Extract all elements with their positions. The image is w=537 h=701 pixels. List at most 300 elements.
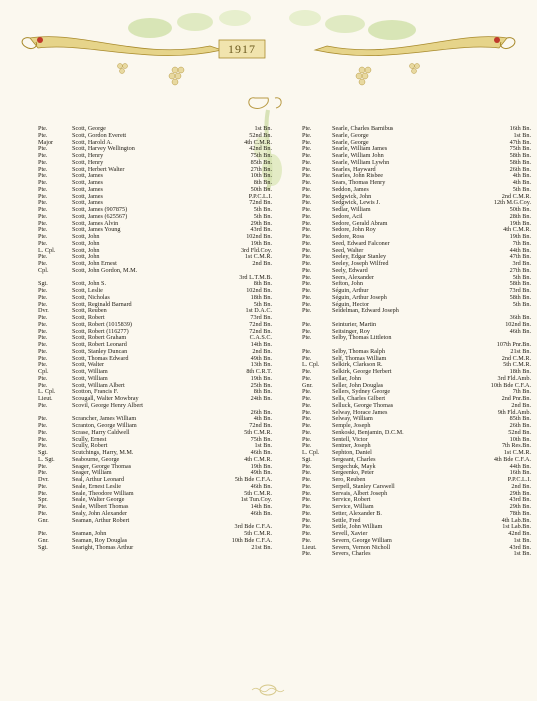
entry-name: Seaman, Arthur Robert	[72, 516, 130, 524]
entry-rank: Pte.	[302, 327, 312, 335]
entry-name: Scott, Robert	[72, 314, 105, 321]
entry-rank: Pte.	[38, 293, 48, 301]
entry-rank: Pte.	[38, 401, 48, 409]
entry-name: Sedore, Gerald Abram	[332, 219, 388, 227]
entry-unit: 1st Lab.Bn.	[502, 523, 531, 531]
entry-name: Scott, Reuben	[72, 307, 107, 315]
entry-name: Seal, Arthur Leonard	[72, 476, 125, 483]
entry-unit: 26th Bn.	[509, 422, 531, 429]
entry-unit: 49th Bn.	[250, 469, 272, 477]
entry-name: Selby, Thomas Ralph	[332, 347, 385, 355]
entry-rank: Pte.	[38, 503, 48, 510]
roll-entry	[38, 545, 276, 552]
entry-rank: Pte.	[38, 226, 48, 234]
entry-name: Sefton, John	[332, 280, 363, 288]
entry-rank: Pte.	[302, 199, 312, 207]
left-column	[38, 126, 276, 551]
entry-name: Scott, James	[72, 172, 103, 180]
entry-name: Scott, James	[72, 192, 103, 200]
entry-rank: Pte.	[302, 496, 312, 504]
entry-name: Scott, James (907875)	[72, 206, 128, 213]
entry-rank: Pte.	[302, 239, 312, 247]
entry-unit: 29th Bn.	[509, 489, 531, 497]
entry-unit: 8th Bn.	[253, 179, 272, 186]
entry-unit: 1st C.M.R.	[244, 253, 272, 261]
entry-unit: 14th Bn.	[250, 341, 272, 348]
entry-unit: 44th Bn.	[509, 462, 531, 470]
entry-unit: 102nd Bn.	[246, 287, 272, 294]
entry-unit: 49th Bn.	[250, 354, 272, 362]
entry-rank: L. Sgt.	[38, 455, 55, 463]
entry-rank: Pte.	[38, 158, 48, 166]
entry-unit: 16th Bn.	[509, 469, 531, 477]
entry-unit: 4th Bn.	[512, 179, 531, 186]
entry-rank: Pte.	[302, 523, 312, 531]
entry-name: Seaman, John	[72, 530, 107, 537]
entry-rank: Pte.	[38, 212, 48, 220]
entry-unit: 43rd Bn.	[250, 226, 272, 234]
entry-name: Severs, Charles	[332, 550, 371, 558]
entry-rank: Dvr.	[38, 476, 49, 483]
entry-unit: 13th Bn.	[250, 361, 272, 369]
entry-rank: Pte.	[302, 476, 312, 483]
entry-unit: 52nd Bn.	[249, 131, 272, 139]
entry-name: Scott, John S.	[72, 280, 107, 288]
entry-name: Seers, Alexander	[332, 273, 374, 281]
entry-rank: L. Cpl.	[302, 449, 320, 456]
entry-unit: 4th Bde C.F.A.	[493, 455, 531, 463]
entry-unit: 3rd Bn.	[512, 260, 531, 267]
entry-rank: Pte.	[38, 482, 48, 490]
entry-unit: 58th Bn.	[509, 293, 531, 301]
entry-unit: 19th Bn.	[250, 374, 272, 382]
entry-rank: Pte.	[302, 300, 312, 308]
entry-name: Scott, Reginald Barnard	[72, 300, 132, 308]
entry-name: Séguin, Arthur	[332, 287, 369, 294]
entry-unit: 73rd Bn.	[509, 287, 531, 294]
entry-unit: 58th Bn.	[509, 158, 531, 166]
entry-rank: Pte.	[38, 381, 48, 389]
entry-unit: 25th Bn.	[250, 381, 272, 389]
entry-unit: 1st Bn.	[513, 550, 531, 558]
entry-name: Seed, Edward Falconer	[332, 239, 390, 247]
entry-name: Seely, Edward	[332, 266, 368, 274]
entry-unit: 3rd Fld.Coy.	[240, 246, 272, 254]
entry-name: Scott, Harold A.	[72, 138, 113, 146]
entry-unit: 1st Tun.Coy.	[240, 496, 272, 504]
entry-name: Seaman, Roy Douglas	[72, 536, 128, 544]
entry-rank: Pte.	[302, 260, 312, 267]
entry-rank: Pte.	[38, 442, 48, 450]
entry-rank: Pte.	[38, 415, 48, 423]
entry-rank: Pte.	[302, 287, 312, 294]
entry-name: Selway, William	[332, 415, 373, 423]
entry-unit: 58th Bn.	[509, 152, 531, 159]
entry-unit: 4th C.M.R.	[244, 455, 272, 463]
entry-rank: Pte.	[38, 489, 48, 497]
right-column	[302, 126, 534, 558]
entry-rank: Pte.	[38, 287, 48, 294]
entry-unit: 29th Bn.	[509, 503, 531, 510]
entry-unit: 72nd Bn.	[249, 422, 272, 429]
entry-unit: 2nd Pnr.Bn.	[501, 395, 531, 402]
entry-unit: 5th Bn.	[512, 185, 531, 193]
entry-rank: Pte.	[302, 273, 312, 281]
entry-unit: 7th Bn.	[512, 388, 531, 396]
entry-name: Service, Robert	[332, 496, 371, 504]
entry-unit: 50th Bn.	[250, 185, 272, 193]
entry-name: Scrase, Harry Caldwell	[72, 428, 130, 436]
entry-rank: Sgt.	[38, 280, 48, 288]
entry-unit: 2nd Bn.	[252, 347, 272, 355]
entry-rank: Pte.	[38, 334, 48, 342]
entry-rank: Pte.	[38, 145, 48, 153]
entry-rank: Pte.	[38, 260, 48, 267]
entry-name: Scott, William	[72, 374, 108, 382]
entry-name: Scott, Stanley Duncan	[72, 347, 128, 355]
entry-name: Selkirk, George Herbert	[332, 368, 392, 375]
entry-name: Searight, Thomas Arthur	[72, 543, 134, 551]
entry-rank: Pte.	[302, 138, 312, 146]
entry-rank: Cpl.	[38, 368, 49, 375]
entry-rank: Lieut.	[302, 543, 317, 551]
entry-unit: 47th Bn.	[509, 253, 531, 261]
entry-rank: Pte.	[302, 489, 312, 497]
entry-name: Searles, Hayward	[332, 165, 376, 173]
entry-name: Seale, Wilbert Thomas	[72, 503, 129, 510]
entry-name: Searle, William John	[332, 152, 384, 159]
entry-rank: Pte.	[302, 125, 312, 132]
entry-name: Sellers, Sydney George	[332, 388, 391, 396]
entry-rank: Pte.	[302, 354, 312, 362]
entry-rank: Pte.	[302, 307, 312, 315]
entry-unit: 85th Bn.	[509, 415, 531, 423]
entry-name: Seabourne, George	[72, 455, 120, 463]
entry-name: Scott, Harvey Wellington	[72, 145, 135, 153]
entry-unit: 5th Bn.	[253, 212, 272, 220]
entry-rank: Pte.	[38, 165, 48, 173]
entry-name: Sephton, Daniel	[332, 449, 372, 456]
entry-rank: Pte.	[302, 266, 312, 274]
entry-rank: Pte.	[38, 469, 48, 477]
entry-unit: 46th Bn.	[250, 449, 272, 456]
entry-name: Séguin, Hector	[332, 300, 370, 308]
entry-unit: 43rd Bn.	[509, 496, 531, 504]
footer-ornament	[248, 682, 288, 698]
entry-name: Scott, George	[72, 125, 106, 132]
entry-unit: 28th Bn.	[509, 212, 531, 220]
entry-name: Severn, George William	[332, 536, 392, 544]
entry-rank: Pte.	[38, 361, 48, 369]
entry-rank: Pte.	[302, 152, 312, 159]
entry-name: Sergeant, Charles	[332, 455, 376, 463]
entry-unit: 3rd Fld.Amb.	[497, 374, 531, 382]
entry-name: Scott, Nicholas	[72, 293, 110, 301]
entry-name: Sedlar, William	[332, 206, 371, 213]
entry-name: Scully, Ernest	[72, 435, 107, 443]
entry-name: Scrancher, James William	[72, 415, 137, 423]
entry-name: Scott, John Gordon, M.M.	[72, 266, 138, 274]
entry-unit: 5th Bn.	[512, 273, 531, 281]
entry-name: Scotton, Francis F.	[72, 388, 119, 396]
entry-name: Seddon, James	[332, 185, 369, 193]
entry-name: Scott, Henry	[72, 152, 104, 159]
entry-unit: 1st Bn.	[513, 536, 531, 544]
entry-name: Service, William	[332, 503, 374, 510]
entry-name: Senkoski, Benjamin, D.C.M.	[332, 428, 404, 436]
entry-unit: 19th Bn.	[509, 219, 531, 227]
entry-name: Selway, Horace James	[332, 408, 388, 416]
entry-unit: 8th Bn.	[253, 280, 272, 288]
entry-name: Seale, Theodore William	[72, 489, 134, 497]
entry-name: Scott, Robert Leonard	[72, 341, 127, 348]
entry-name: Seinturier, Martin	[332, 320, 377, 328]
entry-unit: 46th Bn.	[509, 327, 531, 335]
entry-rank: Pte.	[302, 408, 312, 416]
entry-unit: 10th Bn.	[509, 435, 531, 443]
roll-entry	[302, 308, 534, 315]
entry-name: Serpell, Stanley Carswell	[332, 482, 395, 490]
entry-unit: 3rd L.T.M.B.	[239, 273, 272, 281]
entry-rank: Pte.	[302, 185, 312, 193]
entry-name: Sealy, John Alexander	[72, 509, 128, 517]
entry-name: Scovil, George Henry Albert	[72, 401, 144, 409]
entry-name: Sergeenko, Peter	[332, 469, 374, 477]
entry-rank: Sgt.	[38, 543, 48, 551]
entry-rank: Pte.	[38, 125, 48, 132]
entry-unit: 52nd Bn.	[508, 428, 531, 436]
entry-name: Sentell, Victor	[332, 435, 368, 443]
entry-unit: 44th Bn.	[509, 246, 531, 254]
entry-rank: Pte.	[302, 253, 312, 261]
entry-rank: Pte.	[38, 422, 48, 429]
entry-rank: Pte.	[38, 192, 48, 200]
entry-rank: Pte.	[302, 435, 312, 443]
entry-unit: 7th Res.Bn.	[501, 442, 531, 450]
entry-name: Seale, Walter George	[72, 496, 125, 504]
entry-name: Seager, George Thomas	[72, 462, 132, 470]
entry-name: Seeley, Edgar Stanley	[332, 253, 387, 261]
entry-rank: Pte.	[38, 435, 48, 443]
entry-name: Semple, Joseph	[332, 422, 371, 429]
entry-name: Seager, William	[72, 469, 112, 477]
entry-rank: Pte.	[38, 314, 48, 321]
entry-rank: Pte.	[302, 442, 312, 450]
entry-unit: 16th Bn.	[509, 125, 531, 132]
entry-unit: 1st C.M.R.	[503, 449, 531, 456]
entry-unit: 107th Pnr.Bn.	[496, 341, 531, 348]
entry-rank: Gnr.	[38, 516, 49, 524]
entry-rank: Pte.	[302, 212, 312, 220]
entry-rank: Gnr.	[302, 381, 313, 389]
entry-rank: Pte.	[302, 469, 312, 477]
entry-name: Searles, John Risbee	[332, 172, 384, 180]
entry-name: Sevell, Xavier	[332, 530, 368, 537]
entry-unit: 46th Bn.	[250, 509, 272, 517]
entry-unit: 3rd Bde C.F.A.	[234, 523, 272, 531]
entry-rank: Pte.	[38, 530, 48, 537]
entry-rank: Pte.	[38, 185, 48, 193]
entry-rank: Pte.	[302, 192, 312, 200]
entry-unit: 2nd C.M.R.	[501, 192, 531, 200]
entry-rank: Pte.	[302, 293, 312, 301]
entry-rank: Sgt.	[302, 455, 312, 463]
entry-unit: 5th Bn.	[253, 300, 272, 308]
entry-unit: 102nd Bn.	[505, 320, 531, 328]
entry-rank: Pte.	[38, 462, 48, 470]
entry-name: Scott, James	[72, 185, 103, 193]
entry-name: Scott, John Ernest	[72, 260, 117, 267]
entry-unit: 4th Lab.Bn.	[501, 516, 531, 524]
entry-name: Seidelman, Edward Joseph	[332, 307, 399, 315]
entry-rank: Pte.	[302, 482, 312, 490]
entry-unit: 50th Bn.	[509, 206, 531, 213]
entry-unit: 21st Bn.	[251, 543, 272, 551]
entry-rank: Pte.	[302, 428, 312, 436]
entry-unit: 26th Bn.	[509, 165, 531, 173]
entry-unit: 102nd Bn.	[246, 233, 272, 240]
entry-rank: Pte.	[302, 395, 312, 402]
entry-name: Selkirk, Clarkson R.	[332, 361, 383, 369]
entry-name: Sero, Reuben	[332, 476, 366, 483]
entry-rank: Pte.	[302, 172, 312, 180]
entry-name: Severn, Vernon Nicholl	[332, 543, 391, 551]
entry-rank: Pte.	[302, 503, 312, 510]
entry-unit: 42nd Bn.	[508, 530, 531, 537]
entry-name: Sedore, John Roy	[332, 226, 376, 234]
entry-rank: Pte.	[302, 179, 312, 186]
entry-unit: P.P.C.L.I.	[248, 192, 272, 200]
entry-unit: 78th Bn.	[509, 509, 531, 517]
entry-unit: 72nd Bn.	[249, 320, 272, 328]
entry-unit: 36th Bn.	[509, 314, 531, 321]
entry-name: Sedore, Ross	[332, 233, 365, 240]
entry-unit: 75th Bn.	[250, 152, 272, 159]
entry-rank: Pte.	[38, 341, 48, 348]
entry-unit: 5th C.M.R.	[244, 530, 272, 537]
entry-rank: Pte.	[38, 509, 48, 517]
entry-name: Scott, Walter	[72, 361, 105, 369]
entry-unit: 8th Bn.	[253, 388, 272, 396]
entry-name: Searle, William James	[332, 145, 388, 153]
entry-rank: Pte.	[302, 530, 312, 537]
entry-rank: Cpl.	[38, 266, 49, 274]
entry-unit: 43rd Bn.	[509, 543, 531, 551]
entry-name: Settle, John William	[332, 523, 383, 531]
entry-name: Sellar, John	[332, 374, 361, 382]
entry-unit: 14th Bn.	[250, 503, 272, 510]
entry-rank: Pte.	[302, 320, 312, 328]
entry-name: Sedgwick, John	[332, 192, 372, 200]
entry-unit: 19th Bn.	[509, 233, 531, 240]
entry-unit: 26th Bn.	[250, 408, 272, 416]
entry-unit: 2nd C.M.R.	[501, 354, 531, 362]
entry-name: Scott, Henry	[72, 158, 104, 166]
entry-unit: 12th M.G.Coy.	[493, 199, 531, 207]
entry-name: Scott, Robert (1015839)	[72, 320, 132, 328]
entry-name: Sells, Charles Gilbert	[332, 395, 386, 402]
entry-name: Seed, Walter	[332, 246, 364, 254]
entry-name: Self, Thomas William	[332, 354, 387, 362]
entry-unit: 5th C.M.R.	[244, 489, 272, 497]
entry-name: Setter, Alexander B.	[332, 509, 382, 517]
entry-name: Settle, Fred	[332, 516, 361, 524]
entry-name: Scott, William Albert	[72, 381, 125, 389]
entry-rank: Pte.	[38, 152, 48, 159]
entry-unit: 2nd Bn.	[511, 401, 531, 409]
entry-rank: Pte.	[302, 516, 312, 524]
entry-name: Sedore, Acil	[332, 212, 363, 220]
entry-rank: Pte.	[302, 226, 312, 234]
entry-name: Scott, James	[72, 199, 103, 207]
entry-unit: 4th C.M.R.	[503, 226, 531, 234]
entry-rank: Pte.	[38, 179, 48, 186]
entry-name: Sears, Thomas Henry	[332, 179, 386, 186]
entry-name: Scott, John	[72, 239, 100, 247]
entry-name: Selby, Thomas Littleton	[332, 334, 392, 342]
entry-unit: 2nd Bn.	[511, 482, 531, 490]
entry-unit: 29th Bn.	[250, 219, 272, 227]
entry-name: Scott, James Young	[72, 226, 121, 234]
entry-name: Scott, Robert Graham	[72, 334, 127, 342]
entry-unit: 58th Bn.	[509, 280, 531, 288]
entry-name: Sentner, Joseph	[332, 442, 371, 450]
entry-rank: Pte.	[38, 300, 48, 308]
entry-unit: 5th Bn.	[512, 300, 531, 308]
entry-unit: C.A.S.C.	[249, 334, 272, 342]
entry-rank: Pte.	[38, 374, 48, 382]
entry-rank: L. Cpl.	[38, 388, 56, 396]
entry-name: Scott, James Alvin	[72, 219, 119, 227]
entry-name: Servais, Albert Joseph	[332, 489, 388, 497]
entry-unit: 75th Bn.	[509, 145, 531, 153]
entry-rank: Pte.	[302, 347, 312, 355]
entry-name: Sedgwick, Lewis J.	[332, 199, 381, 207]
entry-unit: 73rd Bn.	[250, 314, 272, 321]
entry-name: Scranton, George William	[72, 422, 137, 429]
entry-unit: 9th Fld.Amb.	[497, 408, 531, 416]
entry-unit: 75th Bn.	[250, 435, 272, 443]
entry-rank: Pte.	[302, 246, 312, 254]
roll-entry	[302, 551, 534, 558]
entry-unit: 1st Bn.	[513, 131, 531, 139]
entry-rank: Pte.	[302, 401, 312, 409]
entry-unit: 18th Bn.	[250, 293, 272, 301]
entry-unit: 46th Bn.	[250, 482, 272, 490]
entry-rank: Pte.	[38, 320, 48, 328]
entry-unit: P.P.C.L.I.	[507, 476, 531, 483]
entry-name: Séguin, Arthur Joseph	[332, 293, 387, 301]
entry-unit: 19th Bn.	[250, 239, 272, 247]
entry-name: Searle, Charles Barnibus	[332, 125, 394, 132]
entry-rank: Pte.	[38, 253, 48, 261]
entry-unit: 10th Bde C.F.A.	[231, 536, 272, 544]
entry-unit: 4th Bn.	[512, 172, 531, 180]
entry-unit: 8th C.R.T.	[246, 368, 272, 375]
entry-name: Scott, John	[72, 253, 100, 261]
entry-name: Scott, John	[72, 233, 100, 240]
entry-unit: 4th Bn.	[253, 415, 272, 423]
entry-unit: 5th C.M.R.	[244, 428, 272, 436]
entry-rank: Pte.	[38, 354, 48, 362]
entry-name: Scott, Gordon Everett	[72, 131, 127, 139]
entry-name: Scott, John	[72, 246, 100, 254]
entry-unit: 72nd Bn.	[249, 327, 272, 335]
entry-unit: 18th Bn.	[509, 368, 531, 375]
entry-rank: Pte.	[302, 158, 312, 166]
entry-name: Seeley, Joseph Wilfred	[332, 260, 389, 267]
entry-unit: 1st D.A.C.	[245, 307, 272, 315]
